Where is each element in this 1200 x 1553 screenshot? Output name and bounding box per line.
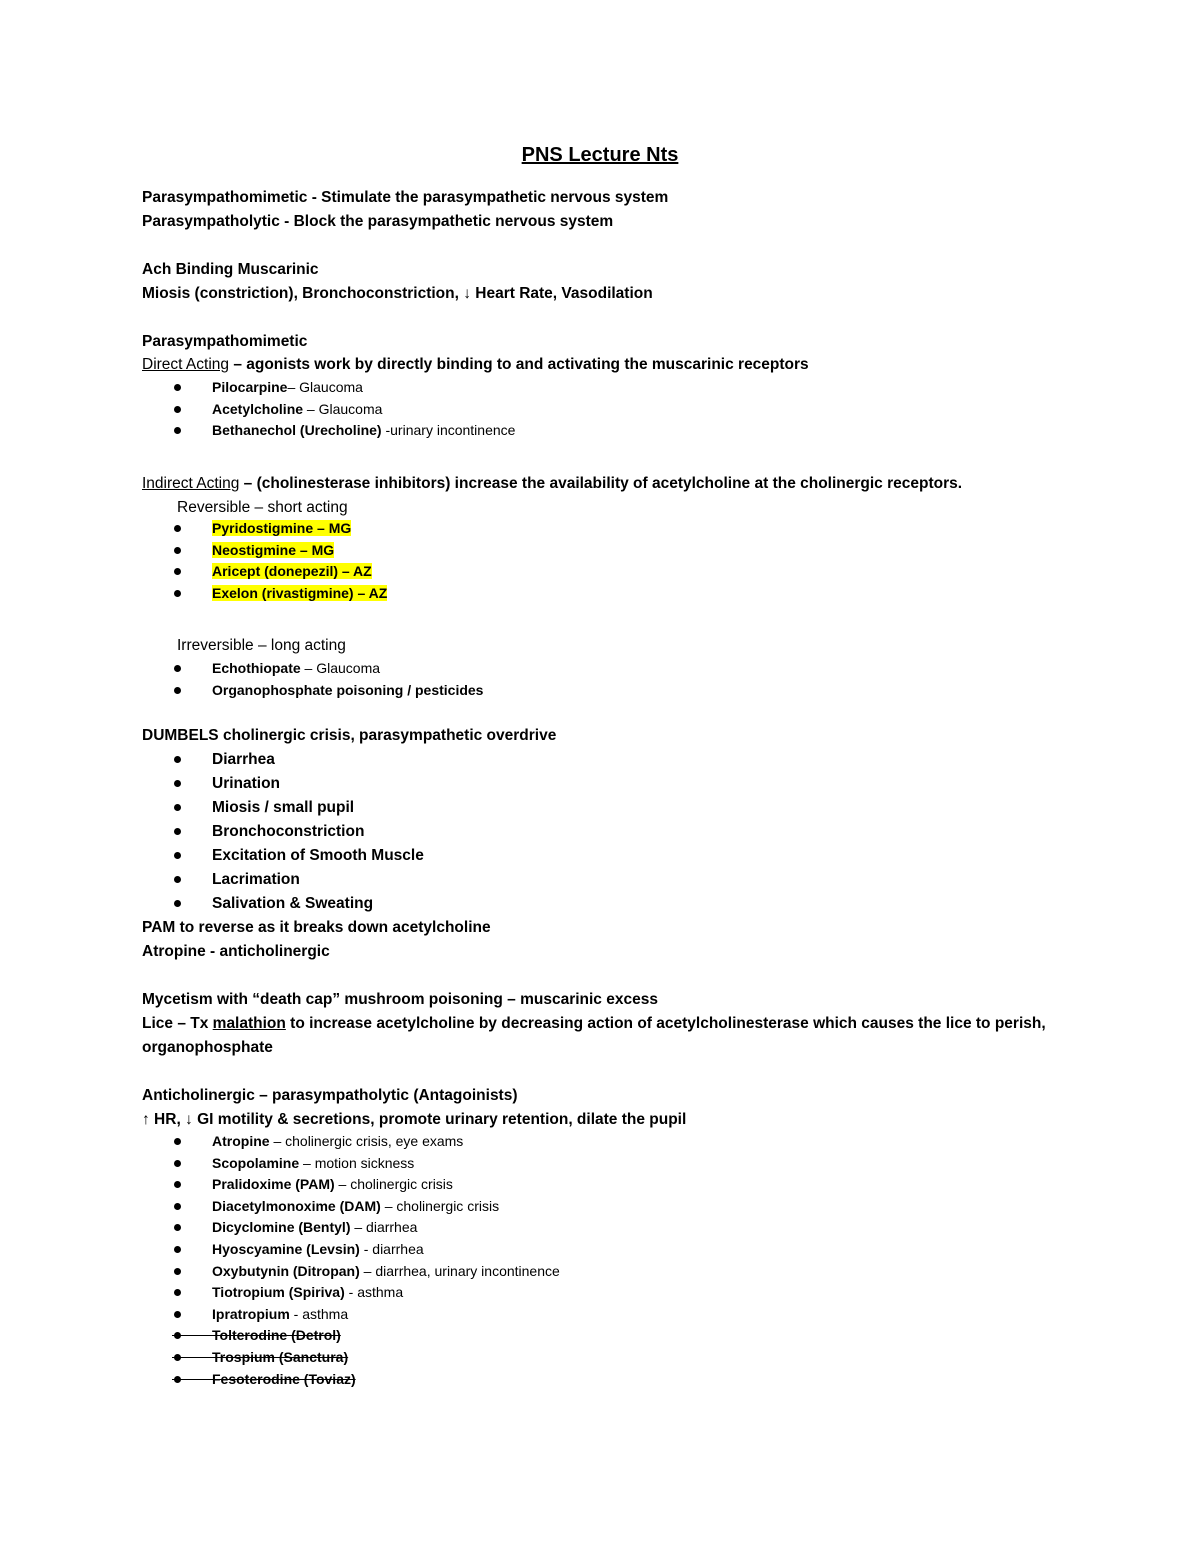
indirect-acting-label: Indirect Acting bbox=[142, 475, 240, 492]
reversible-heading: Reversible – short acting bbox=[177, 499, 348, 516]
highlighted-text: Exelon (rivastigmine) – AZ bbox=[212, 584, 388, 601]
bullet-icon bbox=[174, 547, 181, 554]
atropine-note: Atropine - anticholinergic bbox=[142, 943, 330, 960]
list-item: Pilocarpine– Glaucoma bbox=[174, 377, 515, 399]
bullet-icon bbox=[174, 1289, 181, 1296]
struck-list-item: Fesoterodine (Toviaz) bbox=[174, 1369, 560, 1391]
anticholinergic-effects: ↑ HR, ↓ GI motility & secretions, promote urinary retention, dilate the pupil bbox=[142, 1111, 687, 1128]
list-item bbox=[174, 561, 387, 583]
bullet-icon bbox=[174, 427, 181, 434]
struck-list-item: Trospium (Sanctura) bbox=[174, 1347, 560, 1369]
bullet-icon bbox=[174, 1138, 181, 1145]
list-item: Miosis / small pupil bbox=[174, 796, 424, 820]
list-item: Acetylcholine – Glaucoma bbox=[174, 399, 515, 421]
list-item bbox=[174, 518, 387, 540]
bullet-icon bbox=[174, 406, 181, 413]
list-item: Lacrimation bbox=[174, 868, 424, 892]
bullet-icon bbox=[174, 756, 181, 763]
ach-heading: Ach Binding Muscarinic bbox=[142, 261, 319, 278]
bullet-icon bbox=[174, 525, 181, 532]
bullet-icon bbox=[174, 687, 181, 694]
bullet-icon bbox=[174, 1311, 181, 1318]
list-item: Salivation & Sweating bbox=[174, 892, 424, 916]
list-item: Excitation of Smooth Muscle bbox=[174, 844, 424, 868]
dumbels-heading: DUMBELS cholinergic crisis, parasympathetic overdrive bbox=[142, 727, 557, 744]
list-item: Bethanechol (Urecholine) -urinary incontinence bbox=[174, 420, 515, 442]
bullet-icon bbox=[174, 1332, 181, 1339]
bullet-icon bbox=[174, 1354, 181, 1361]
definition-parasympatholytic: Parasympatholytic - Block the parasympathetic nervous system bbox=[142, 213, 614, 230]
bullet-icon bbox=[174, 828, 181, 835]
malathion-underlined: malathion bbox=[212, 1015, 286, 1032]
definition-parasympathomimetic: Parasympathomimetic - Stimulate the parasympathetic nervous system bbox=[142, 189, 669, 206]
bullet-icon bbox=[174, 1268, 181, 1275]
list-item: Bronchoconstriction bbox=[174, 820, 424, 844]
struck-list-item: Tolterodine (Detrol) bbox=[174, 1325, 560, 1347]
bullet-icon bbox=[174, 665, 181, 672]
reversible-list bbox=[174, 518, 387, 604]
list-item: Pralidoxime (PAM) – cholinergic crisis bbox=[174, 1174, 560, 1196]
bullet-icon bbox=[174, 1181, 181, 1188]
highlighted-text: Pyridostigmine – MG bbox=[212, 520, 352, 536]
parasympathomimetic-heading: Parasympathomimetic bbox=[142, 333, 308, 350]
list-item: Diarrhea bbox=[174, 748, 424, 772]
anticholinergic-list bbox=[174, 1131, 560, 1390]
list-item: Scopolamine – motion sickness bbox=[174, 1153, 560, 1175]
bullet-icon bbox=[174, 590, 181, 597]
bullet-icon bbox=[174, 1376, 181, 1383]
pam-note: PAM to reverse as it breaks down acetylcholine bbox=[142, 919, 491, 936]
list-item: Urination bbox=[174, 772, 424, 796]
mycetism-note: Mycetism with “death cap” mushroom poisoning – muscarinic excess bbox=[142, 991, 658, 1008]
list-item: Ipratropium - asthma bbox=[174, 1304, 560, 1326]
indirect-acting-line bbox=[142, 474, 962, 494]
direct-acting-label: Direct Acting bbox=[142, 356, 230, 373]
direct-acting-desc: – agonists work by directly binding to and activating the muscarinic receptors bbox=[229, 356, 809, 373]
highlighted-text: Aricept (donepezil) – AZ bbox=[212, 563, 372, 580]
ach-effects: Miosis (constriction), Bronchoconstriction, ↓ Heart Rate, Vasodilation bbox=[142, 285, 653, 302]
irreversible-heading: Irreversible – long acting bbox=[177, 637, 346, 654]
list-item bbox=[174, 583, 387, 605]
highlighted-text: Neostigmine – MG bbox=[212, 541, 335, 558]
irreversible-list bbox=[174, 658, 483, 701]
bullet-icon bbox=[174, 1246, 181, 1253]
bullet-icon bbox=[174, 1224, 181, 1231]
bullet-icon bbox=[174, 1160, 181, 1167]
bullet-icon bbox=[174, 804, 181, 811]
list-item: Hyoscyamine (Levsin) - diarrhea bbox=[174, 1239, 560, 1261]
lice-note: Lice – Tx malathion to increase acetylcholine by decreasing action of acetylcholinesterase which causes the lice to perish, organophosphate bbox=[142, 1015, 1046, 1056]
direct-acting-list bbox=[174, 377, 515, 442]
list-item: Dicyclomine (Bentyl) – diarrhea bbox=[174, 1217, 560, 1239]
indirect-acting-desc: – (cholinesterase inhibitors) increase the availability of acetylcholine at the cholinergic receptors. bbox=[239, 475, 963, 492]
bullet-icon bbox=[174, 780, 181, 787]
bullet-icon bbox=[174, 1203, 181, 1210]
bullet-icon bbox=[174, 852, 181, 859]
list-item bbox=[174, 540, 387, 562]
bullet-icon bbox=[174, 900, 181, 907]
bullet-icon bbox=[174, 384, 181, 391]
list-item: Oxybutynin (Ditropan) – diarrhea, urinary incontinence bbox=[174, 1261, 560, 1283]
anticholinergic-heading: Anticholinergic – parasympatholytic (Antagoinists) bbox=[142, 1087, 518, 1104]
list-item: Atropine – cholinergic crisis, eye exams bbox=[174, 1131, 560, 1153]
page-title: PNS Lecture Nts bbox=[521, 144, 679, 166]
list-item: Diacetylmonoxime (DAM) – cholinergic crisis bbox=[174, 1196, 560, 1218]
list-item: Echothiopate – Glaucoma bbox=[174, 658, 483, 680]
bullet-icon bbox=[174, 876, 181, 883]
direct-acting-line bbox=[142, 355, 809, 375]
list-item: Organophosphate poisoning / pesticides bbox=[174, 680, 483, 702]
list-item: Tiotropium (Spiriva) - asthma bbox=[174, 1282, 560, 1304]
dumbels-list bbox=[174, 748, 424, 916]
bullet-icon bbox=[174, 568, 181, 575]
